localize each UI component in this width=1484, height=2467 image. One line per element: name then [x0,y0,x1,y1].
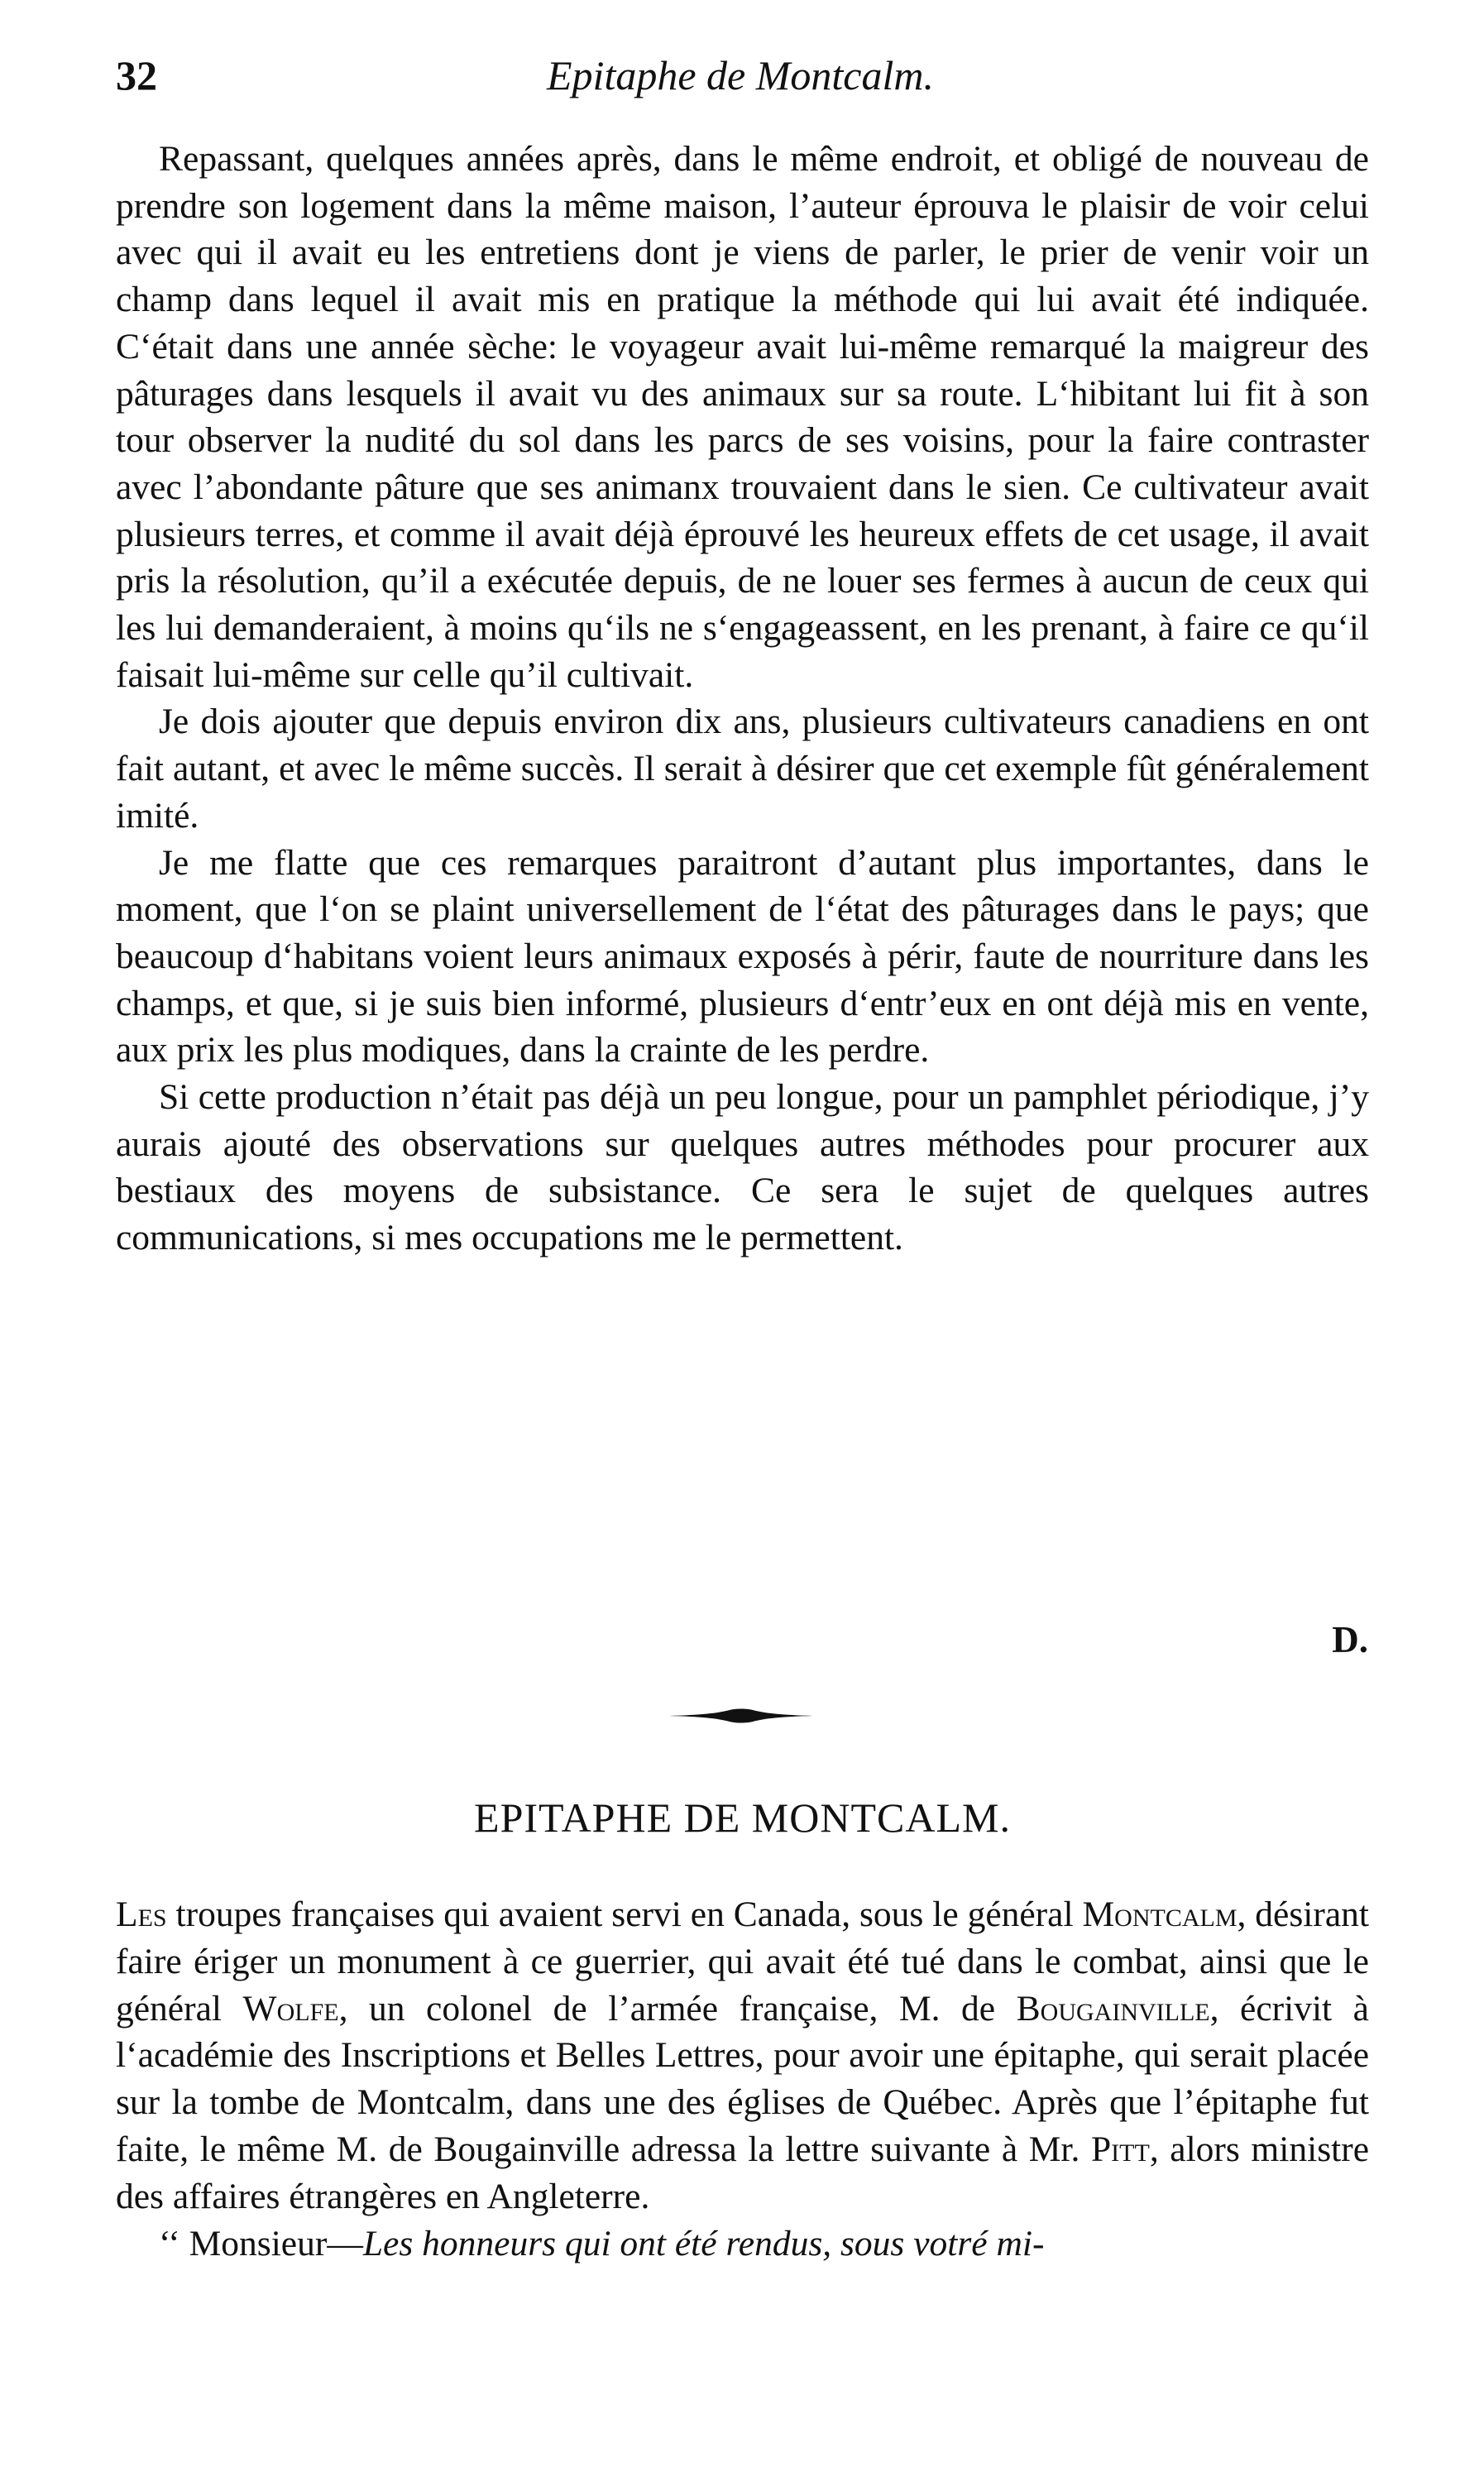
name-bougainville: Bougainville [1016,1988,1210,2029]
text-run: , alors ministre des affaires étrangères en Angleterre. [116,2129,1369,2216]
author-signature: D. [1332,1619,1368,1660]
epitaph-paragraph-1 [116,1891,1369,2220]
text-run: , désirant faire ériger un monument à ce guerrier, qui avait été tué dans le combat, ainsi que le général [116,1895,1369,2029]
paragraph-2: Je dois ajouter que depuis environ dix ans, plusieurs cultivateurs canadiens en ont fait autant, et avec le même succès. Il serait à désirer que cet exemple fût généralement imité. [116,702,1369,836]
page-header [116,46,1365,104]
second-section-body [116,1891,1369,2267]
name-montcalm: Montcalm [1082,1895,1237,1934]
paragraph-4: Si cette production n’était pas déjà un peu longue, pour un pamphlet périodique, j’y aurais ajouté des observations sur quelques autres méthodes pour procurer aux bestiaux des moyens de subsistance. Ce sera le sujet de quelques autres communications, si mes occupations me le permettent. [116,1077,1369,1258]
section-divider-ornament [668,1706,815,1726]
name-pitt: Pitt [1090,2129,1150,2169]
letter-salutation: ‘‘ Monsieur— [159,2223,363,2263]
paragraph-3: Je me flatte que ces remarques paraitront d’autant plus importantes, dans le moment, que l‘on se plaint universellement de l‘état des pâturages dans le pays; que beaucoup d‘habitans voient leurs animaux exposés à périr, faute de nourriture dans les champs, et que, si je suis bien informé, plusieurs d‘entr’eux en ont déjà mis en vente, aux prix les plus modiques, dans la crainte de les perdre. [116,842,1369,1071]
page-number: 32 [116,52,157,98]
name-wolfe: Wolfe [242,1988,339,2029]
epitaph-paragraph-2 [116,2220,1369,2268]
text-run: , écrivit à l‘académie des Inscriptions et Belles Lettres, pour avoir une épitaphe, qui serait placée sur la tombe de Montcalm, dans une des églises de Québec. Après que l’épitaphe fut faite, le même M. de Bougainville adressa la lettre suivante à Mr. [116,1988,1369,2169]
text-run: troupes françaises qui avaient servi en Canada, sous le général [166,1895,1083,1934]
first-section-body [116,136,1369,1262]
letter-text-italic: Les honneurs qui ont été rendus, sous votré mi- [362,2223,1045,2263]
text-run: , un colonel de l’armée française, M. de [338,1988,1017,2029]
paragraph-1: Repassant, quelques années après, dans le même endroit, et obligé de nouveau de prendre son logement dans la même maison, l’auteur éprouva le plaisir de voir celui avec qui il avait eu les entretiens dont je viens de parler, le prier de venir voir un champ dans lequel il avait mis en pratique la méthode qui lui avait été indiquée. C‘était dans une année sèche: le voyageur avait lui-même remarqué la maigreur des pâturages dans lesquels il avait vu des animaux sur sa route. L‘hibitant lui fit à son tour observer la nudité du sol dans les parcs de ses voisins, pour la faire contraster avec l’abondante pâture que ses animanx trouvaient dans le sien. Ce cultivateur avait plusieurs terres, et comme il avait déjà éprouvé les heureux effets de cet usage, il avait pris la résolution, qu’il a exécutée depuis, de ne louer ses fermes à aucun de ceux qui les lui demanderaient, à moins qu‘ils ne s‘engageassent, en les prenant, à faire ce qu‘il faisait lui-même sur celle qu’il cultivait. [116,139,1369,695]
section-title: EPITAPHE DE MONTCALM. [474,1794,1011,1841]
opening-word: Les [116,1895,167,1934]
running-title: Epitaphe de Montcalm. [547,52,934,98]
